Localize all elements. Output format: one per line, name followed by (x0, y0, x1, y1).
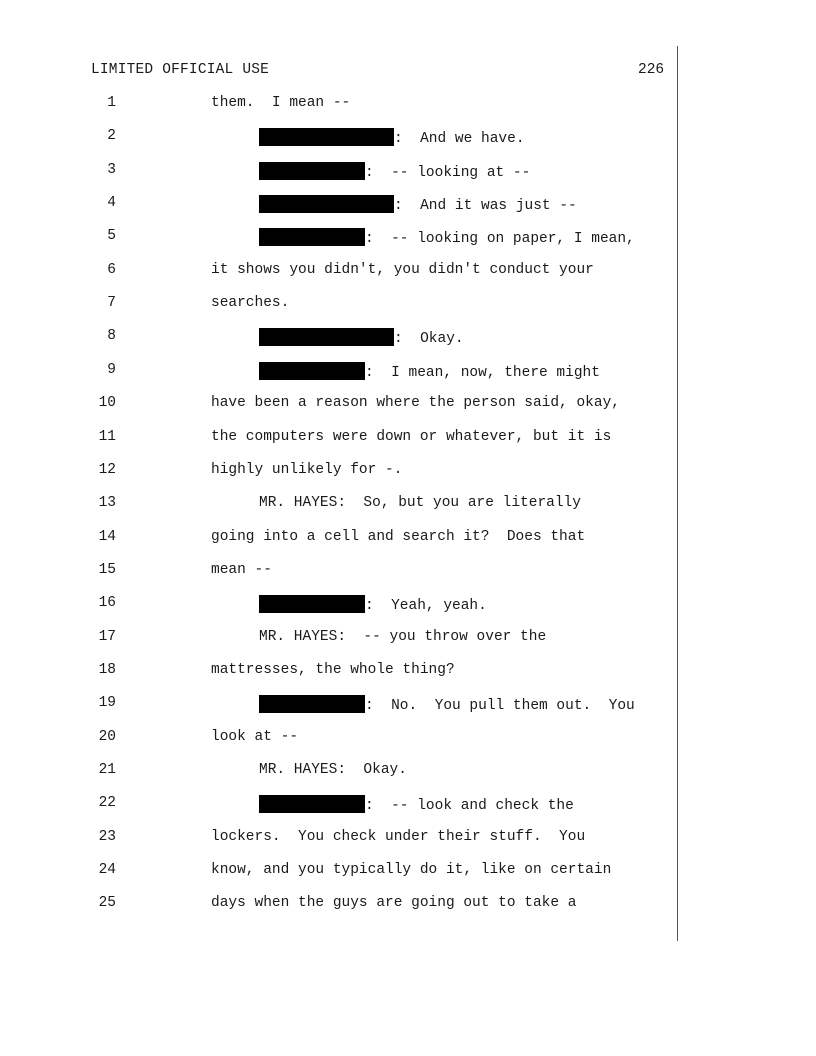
right-margin-rule (677, 46, 678, 941)
line-number: 20 (98, 728, 116, 745)
line-number: 18 (98, 661, 116, 678)
line-text-wrapper (211, 562, 272, 578)
line-text-wrapper (211, 295, 289, 311)
redaction-box (259, 362, 365, 380)
line-number: 4 (107, 195, 116, 212)
line-number: 22 (98, 795, 116, 812)
line-text: lockers. You check under their stuff. You (211, 828, 586, 845)
line-number: 16 (98, 595, 116, 612)
line-text: MR. HAYES: Okay. (259, 762, 407, 778)
redaction-box (259, 695, 365, 713)
line-text-wrapper (259, 362, 600, 381)
classification-header: LIMITED OFFICIAL USE (91, 62, 270, 78)
line-text-wrapper (211, 662, 455, 678)
line-text: : -- looking on paper, I mean, (365, 231, 635, 248)
redaction-box (259, 195, 394, 213)
line-text-wrapper (259, 629, 546, 645)
line-text-wrapper (259, 795, 574, 814)
line-text-wrapper (259, 195, 577, 214)
line-text: : -- look and check the (365, 798, 574, 815)
line-number: 24 (98, 862, 116, 879)
line-text: MR. HAYES: So, but you are literally (259, 495, 581, 512)
line-number: 15 (98, 561, 116, 578)
line-number: 2 (107, 128, 116, 145)
line-number: 23 (98, 828, 116, 845)
line-text-wrapper (211, 829, 585, 845)
line-number: 6 (107, 261, 116, 278)
line-text-wrapper (259, 228, 635, 247)
line-number: 7 (107, 295, 116, 312)
line-number: 3 (107, 161, 116, 178)
line-text-wrapper (259, 328, 464, 347)
line-text: know, and you typically do it, like on certain (211, 862, 612, 879)
line-text: : No. You pull them out. You (365, 698, 635, 715)
line-number: 14 (98, 528, 116, 545)
line-text: going into a cell and search it? Does that (211, 528, 586, 545)
line-text: them. I mean -- (211, 95, 351, 111)
line-text: highly unlikely for -. (211, 461, 403, 478)
line-text-wrapper (259, 695, 635, 714)
line-text-wrapper (259, 762, 407, 778)
line-number: 10 (98, 395, 116, 412)
line-number: 13 (98, 495, 116, 512)
line-text-wrapper (211, 395, 620, 411)
line-text: have been a reason where the person said, okay, (211, 395, 620, 412)
line-number: 1 (107, 95, 116, 111)
line-number: 21 (98, 762, 116, 778)
line-number: 11 (98, 428, 116, 445)
line-text: : And it was just -- (394, 198, 577, 215)
line-number: 17 (98, 628, 116, 645)
line-text-wrapper (211, 862, 611, 878)
line-text: searches. (211, 295, 290, 312)
line-text-wrapper (211, 95, 350, 111)
line-text: MR. HAYES: -- you throw over the (259, 628, 547, 645)
line-number: 5 (107, 228, 116, 245)
line-text: it shows you didn't, you didn't conduct your (211, 261, 594, 278)
line-number: 19 (98, 695, 116, 712)
line-text: : Yeah, yeah. (365, 598, 487, 615)
line-text: the computers were down or whatever, but it is (211, 428, 612, 445)
redaction-box (259, 595, 365, 613)
redaction-box (259, 795, 365, 813)
line-text-wrapper (259, 128, 525, 147)
line-text-wrapper (211, 262, 594, 278)
line-text-wrapper (211, 462, 402, 478)
line-number: 25 (98, 895, 116, 912)
line-number: 12 (98, 461, 116, 478)
line-text: days when the guys are going out to take a (211, 895, 577, 912)
line-text-wrapper (259, 162, 530, 181)
line-text: : I mean, now, there might (365, 364, 600, 381)
line-text: : Okay. (394, 331, 464, 348)
page-number: 226 (638, 62, 665, 78)
line-text-wrapper (211, 429, 611, 445)
line-text: mattresses, the whole thing? (211, 661, 455, 678)
line-text-wrapper (211, 895, 576, 911)
line-text-wrapper (259, 495, 581, 511)
line-text-wrapper (259, 595, 487, 614)
line-text-wrapper (211, 529, 585, 545)
line-text: mean -- (211, 561, 272, 578)
redaction-box (259, 128, 394, 146)
redaction-box (259, 162, 365, 180)
line-text-wrapper (211, 729, 298, 745)
line-number: 9 (107, 361, 116, 378)
redaction-box (259, 328, 394, 346)
line-number: 8 (107, 328, 116, 345)
redaction-box (259, 228, 365, 246)
line-text: look at -- (211, 728, 299, 745)
line-text: : And we have. (394, 131, 525, 148)
line-text: : -- looking at -- (365, 164, 531, 181)
